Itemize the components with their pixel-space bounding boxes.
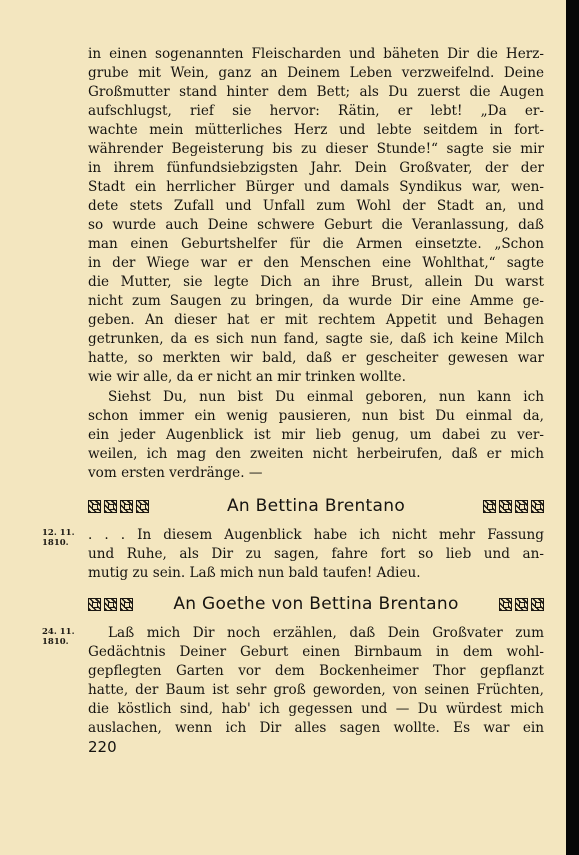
text-line: Großmutter stand hinter dem Bett; als Du zuerst die Augen [88, 84, 544, 100]
ornament-icon [515, 598, 528, 611]
text-line: mutig zu sein. Laß mich nun bald taufen! Adieu. [88, 565, 421, 581]
text-line: die köstlich sind, hab' ich gegessen und — Du würdest mich [88, 701, 544, 717]
text-line: gepflegten Garten vor dem Bockenheimer Thor gepflanzt [88, 663, 544, 679]
text-line: Gedächtnis Deiner Geburt einen Birnbaum in dem wohl- [88, 644, 544, 660]
text-line: geben. An dieser hat er mit rechtem Appetit und Behagen [88, 312, 544, 328]
ornament-icon [88, 598, 101, 611]
text-line: in der Wiege war er den Menschen eine Wohlthat,“ sagte [88, 255, 544, 271]
ornament-icon [499, 500, 512, 513]
text-line: in einen sogenannten Fleischarden und bäheten Dir die Herz- [88, 46, 544, 62]
heading-title: An Goethe von Bettina Brentano [173, 594, 459, 614]
ornament-icon [104, 598, 117, 611]
text-line: Laß mich Dir noch erzählen, daß Dein Großvater zum [108, 625, 544, 641]
ornament-right [483, 500, 544, 513]
text-line: . . . In diesem Augenblick habe ich nicht mehr Fassung [88, 527, 544, 543]
ornament-icon [88, 500, 101, 513]
ornament-icon [120, 500, 133, 513]
margin-date: 24. 11. 1810. [42, 627, 75, 647]
text-line: die Mutter, sie legte Dich an ihre Brust, allein Du warst [88, 274, 544, 290]
ornament-icon [515, 500, 528, 513]
text-line: Siehst Du, nun bist Du einmal geboren, nun kann ich [108, 389, 544, 405]
heading-title: An Bettina Brentano [226, 496, 406, 516]
ornament-left [88, 500, 149, 513]
ornament-icon [531, 598, 544, 611]
text-line: hatte, der Baum ist sehr groß geworden, von seinen Früchten, [88, 682, 544, 698]
text-line: weilen, ich mag den zweiten nicht herbeirufen, daß er mich [88, 446, 544, 462]
ornament-right [499, 598, 544, 611]
ornament-left [88, 598, 133, 611]
text-line: und Ruhe, als Dir zu sagen, fahre fort so lieb und an- [88, 546, 544, 562]
letter-heading [88, 494, 544, 518]
text-line: man einen Geburtshelfer für die Armen einsetzte. „Schon [88, 236, 544, 252]
page-number: 220 [88, 738, 117, 756]
text-line: getrunken, da es sich nun fand, sagte sie, daß ich keine Milch [88, 331, 544, 347]
text-line: so wurde auch Deine schwere Geburt die Veranlassung, daß [88, 217, 544, 233]
text-line: vom ersten verdränge. — [88, 465, 263, 481]
text-line: währender Begeisterung bis zu dieser Stunde!“ sagte sie mir [88, 141, 544, 157]
margin-date: 12. 11. 1810. [42, 528, 75, 548]
ornament-icon [120, 598, 133, 611]
ornament-icon [136, 500, 149, 513]
text-line: wachte mein mütterliches Herz und lebte seitdem in fort- [88, 122, 544, 138]
ornament-icon [531, 500, 544, 513]
text-line: Stadt ein herrlicher Bürger und damals Syndikus war, wen- [88, 179, 544, 195]
letter-heading [88, 592, 544, 616]
text-line: ein jeder Augenblick ist mir lieb genug, um dabei zu ver- [88, 427, 544, 443]
text-line: nicht zum Saugen zu bringen, da wurde Dir eine Amme ge- [88, 293, 544, 309]
text-line: auslachen, wenn ich Dir alles sagen wollte. Es war ein [88, 720, 544, 736]
text-line: wie wir alle, da er nicht an mir trinken wollte. [88, 369, 406, 385]
ornament-icon [499, 598, 512, 611]
ornament-icon [104, 500, 117, 513]
text-line: hatte, so merkten wir bald, daß er gescheiter gewesen war [88, 350, 544, 366]
ornament-icon [483, 500, 496, 513]
text-line: grube mit Wein, ganz an Deinem Leben verzweifelnd. Deine [88, 65, 544, 81]
text-line: aufschlugst, rief sie hervor: Rätin, er lebt! „Da er- [88, 103, 544, 119]
text-line: dete stets Zufall und Unfall zum Wohl der Stadt an, und [88, 198, 544, 214]
text-line: schon immer ein wenig pausieren, nun bist Du einmal da, [88, 408, 544, 424]
text-line: in ihrem fünfundsiebzigsten Jahr. Dein Großvater, der der [88, 160, 544, 176]
